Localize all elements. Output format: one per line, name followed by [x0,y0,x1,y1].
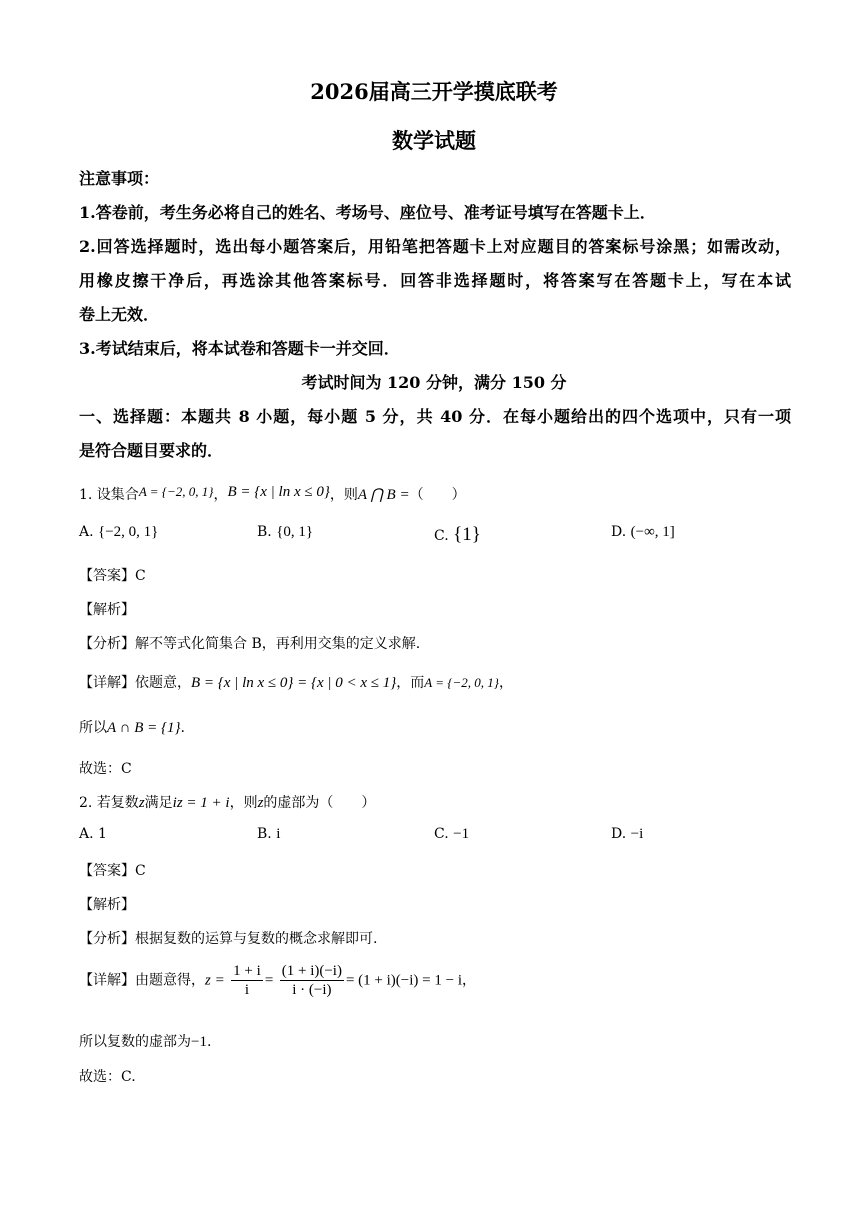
q1-so-prefix: 所以 [79,720,107,736]
q2-condition: iz = 1 + i [172,795,230,811]
exam-time-info: 考试时间为 120 分钟，满分 150 分 [301,373,567,392]
q2-detail-label: 【详解】由题意得， [79,972,205,989]
q1-analysis-heading: 【解析】 [79,602,135,618]
q1-stem-prefix: 1. 设集合 [79,487,139,503]
q2-option-b-value: i [276,826,281,842]
q2-detail [79,962,476,999]
q2-option-a: A. 1 [79,826,107,842]
notes-heading: 注意事项： [79,169,160,188]
question-2-stem [79,792,375,812]
q1-detail-mid: ，而 [396,675,425,691]
q2-analysis-heading: 【解析】 [79,897,135,913]
question-1-stem [79,484,466,504]
q1-choose: 故选：C [79,761,132,777]
section-heading-line-2: 是符合题目要求的． [79,441,224,460]
q1-so-expr: A ∩ B = {1} [107,720,181,736]
q1-option-a [79,524,158,541]
q1-option-d-value: (−∞, 1] [630,524,675,540]
q1-option-c-label: C. [434,528,449,544]
q1-option-c-value: {1} [453,524,481,545]
q2-equals: = [264,972,274,989]
q1-option-c [434,524,481,546]
q1-answer: 【答案】C [79,568,146,584]
q2-imag-prefix: 所以复数的虚部为 [79,1034,191,1050]
q2-stem-suffix: 的虚部为（ ） [263,795,376,811]
q2-fraction-1 [231,962,263,999]
note-item-2-line-2: 用橡皮擦干净后，再选涂其他答案标号．回答非选择题时，将答案写在答题卡上，写在本试 [79,271,791,290]
q2-option-d [611,826,643,843]
q1-option-a-value: {−2, 0, 1} [98,524,159,540]
q1-option-b-value: {0, 1} [276,524,314,540]
q1-detail [79,672,513,692]
q2-fraction-2 [280,962,344,999]
q2-option-b-label: B. [257,826,272,842]
q2-detail-end: ， [462,972,476,989]
exam-title: 2026届高三开学摸底联考 [310,79,558,104]
q1-so-end: . [180,720,185,736]
q1-intersection: A ⋂ B = [357,487,410,503]
q2-option-c [434,826,469,843]
q2-rest: = (1 + i)(−i) = 1 − i [345,972,462,989]
q1-option-a-label: A. [79,524,94,540]
q2-stem-mid: 满足 [144,795,173,811]
q2-fraction-1-denominator: i [244,982,250,998]
q2-fraction-2-denominator: i · (−i) [292,982,332,998]
q2-fraction-1-numerator: 1 + i [233,963,261,979]
q2-imag-end: . [206,1034,212,1050]
exam-subtitle: 数学试题 [392,128,476,153]
q1-set-b: B = {x | ln x ≤ 0} [227,484,330,500]
q1-option-d [611,524,675,541]
q2-imag-value: −1 [191,1034,207,1050]
q2-fraction-2-numerator: (1 + i)(−i) [281,963,342,979]
note-item-2-line-1: 2.回答选择题时，选出每小题答案后，用铅笔把答题卡上对应题目的答案标号涂黑；如需改动， [79,237,791,256]
q1-conclusion [79,717,185,737]
q2-z: z [138,795,145,811]
q1-set-a: A = {−2, 0, 1} [138,484,214,499]
q1-paren: （ ） [409,487,466,503]
q2-stem-prefix: 2. 若复数 [79,795,139,811]
q2-option-b [257,826,280,843]
section-heading-line-1: 一、选择题：本题共 8 小题，每小题 5 分，共 40 分．在每小题给出的四个选项中，只有一项 [79,407,791,426]
note-item-1: 1.答卷前，考生务必将自己的姓名、考场号、座位号、准考证号填写在答题卡上． [79,203,656,222]
q1-stem-suffix: ，则 [329,487,358,503]
q2-z-eq: z = [205,972,225,989]
q1-option-d-label: D. [611,524,627,540]
q2-z2: z [257,795,264,811]
q2-option-c-label: C. [434,826,449,842]
q2-analysis: 【分析】根据复数的运算与复数的概念求解即可. [79,931,378,947]
q1-analysis: 【分析】解不等式化简集合 B，再利用交集的定义求解. [79,636,421,652]
q2-choose: 故选：C. [79,1069,136,1085]
q2-option-c-value: −1 [453,826,470,842]
q2-option-d-value: −i [630,826,644,842]
q2-imag-part [79,1031,211,1051]
q1-option-b-label: B. [257,524,272,540]
q2-stem-mid2: ，则 [229,795,258,811]
q1-comma: ， [213,487,228,503]
note-item-3: 3.考试结束后，将本试卷和答题卡一并交回． [79,339,400,358]
q1-option-b [257,524,313,541]
note-item-2-line-3: 卷上无效． [79,305,160,324]
q1-detail-end: ， [498,675,513,691]
q2-option-d-label: D. [611,826,627,842]
q2-answer: 【答案】C [79,863,146,879]
q1-detail-set-a: A = {−2, 0, 1} [424,675,499,690]
q1-detail-set-b: B = {x | ln x ≤ 0} = {x | 0 < x ≤ 1} [191,675,397,691]
q1-detail-label: 【详解】依题意， [79,675,191,691]
